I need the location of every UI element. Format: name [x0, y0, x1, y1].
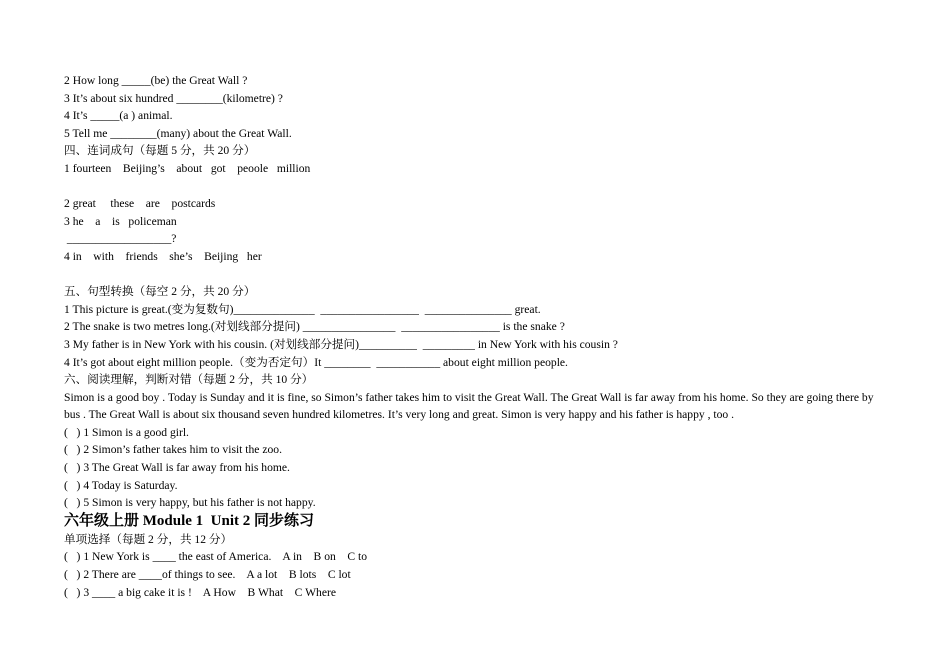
multiple-choice-item-3: ( ) 3 ____ a big cake it is ! A How B What C Where — [64, 585, 336, 599]
section4-question-4: 4 in with friends she’s Beijing her — [64, 249, 262, 263]
true-false-item-5: ( ) 5 Simon is very happy, but his father is not happy. — [64, 496, 316, 510]
section4-question-3-answer-blank: __________________? — [64, 232, 177, 246]
true-false-item-1: ( ) 1 Simon is a good girl. — [64, 425, 189, 439]
section4-title: 四、连词成句（每题 5 分，共 20 分） — [64, 144, 256, 158]
section5-line-4: 4 It’s got about eight million people.（变为否定句）It ________ ___________ about eight million people. — [64, 355, 568, 369]
blank-line — [64, 178, 890, 196]
multiple-choice-item-1: ( ) 1 New York is ____ the east of America. A in B on C to — [64, 550, 368, 564]
section5-title: 五、句型转换（每空 2 分，共 20 分） — [64, 285, 256, 299]
true-false-item-3: ( ) 3 The Great Wall is far away from his home. — [64, 461, 290, 475]
section5-line-2: 2 The snake is two metres long.(对划线部分提问) ________________ _________________ is the snake ? — [64, 320, 565, 334]
section3-line-3: 3 It’s about six hundred ________(kilometre) ? — [64, 91, 283, 105]
section4-question-2: 2 great these are postcards — [64, 197, 216, 211]
section5-line-3: 3 My father is in New York with his cousin. (对划线部分提问)__________ _________ in New York with his cousin ? — [64, 337, 618, 351]
section3-line-5: 5 Tell me ________(many) about the Great Wall. — [64, 126, 292, 140]
unit2-subtitle: 单项选择（每题 2 分，共 12 分） — [64, 532, 233, 546]
true-false-item-2: ( ) 2 Simon’s father takes him to visit the zoo. — [64, 443, 282, 457]
reading-passage: Simon is a good boy . Today is Sunday and it is fine, so Simon’s father takes him to visit the Great Wall. The Great Wall is far away from his home. So they are going there by bus . The Great Wall is about six thousand seven hundred kilometres. It’s very long and great. Simon is very happy and his father is happy , too . — [64, 390, 874, 422]
section6-title: 六、阅读理解，判断对错（每题 2 分，共 10 分） — [64, 373, 314, 387]
worksheet-page — [64, 72, 890, 601]
section4-question-1: 1 fourteen Beijing’s about got peoole million — [64, 161, 311, 175]
section5-line-1: 1 This picture is great.(变为复数句)______________ _________________ _______________ great. — [64, 302, 541, 316]
blank-line — [64, 266, 890, 284]
unit2-heading: 六年级上册 Module 1 Unit 2 同步练习 — [64, 512, 315, 529]
multiple-choice-item-2: ( ) 2 There are ____of things to see. A a lot B lots C lot — [64, 568, 351, 582]
section3-line-2: 2 How long _____(be) the Great Wall ? — [64, 74, 248, 87]
section3-line-4: 4 It’s _____(a ) animal. — [64, 109, 173, 123]
true-false-item-4: ( ) 4 Today is Saturday. — [64, 478, 178, 492]
section4-question-3: 3 he a is policeman — [64, 214, 177, 228]
